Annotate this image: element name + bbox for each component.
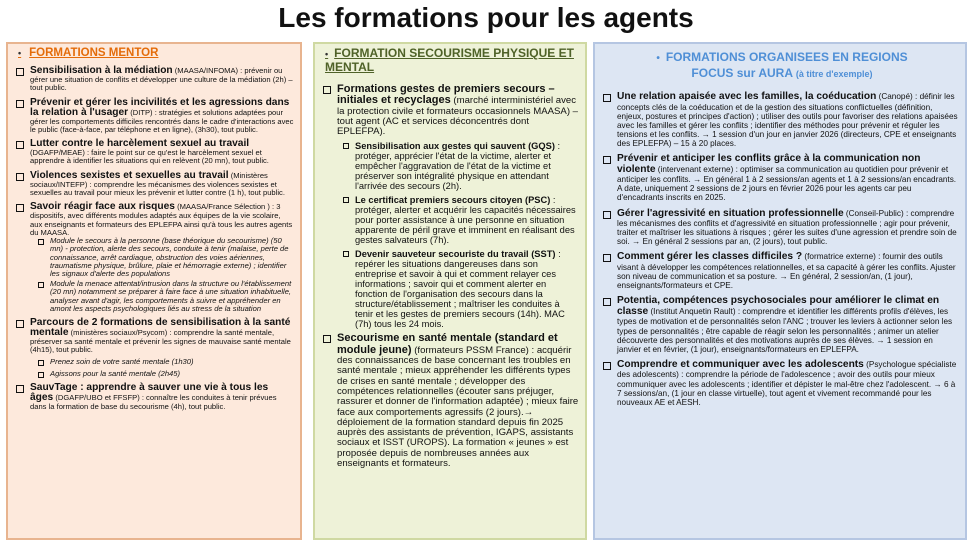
- item-desc: (intervenant externe) : optimiser sa communication au quotidien pour prévenir et anticiper les conflits. → En général 1 à 2 sessions/an agents et 1 à 2 sessions/an encadrants. A date, uniquement 2 sessions de 2 jours en février 2026 pour les agents car peu d'encadrants inscrits en 2025.: [617, 164, 957, 203]
- checkbox-bullet-icon: [16, 68, 24, 76]
- sub-item-text: Agissons pour la santé mentale (2h45): [50, 368, 181, 378]
- item-title: Savoir réagir face aux risques: [30, 201, 175, 213]
- mentor-panel: [6, 42, 302, 540]
- checkbox-bullet-icon: [343, 251, 349, 257]
- list-item: [603, 154, 959, 202]
- item-desc: (Canopé) : définir les concepts clés de la coéducation et de la gestion des situations conflictuelles (définition, enjeux, postures et principes d'action) ; utiliser des outils pour favoriser des relations apaisées avec les familles et gérer les conflits ; identifier des méthodes pour prévenir et réguler les tensions et les conflits. → 1 session d'un jour en janvier 2026 (directeurs, CPE et enseignants des EPLEFPA) – 15 à 20 places.: [617, 92, 958, 148]
- item-desc: (formateurs PSSM France) : acquérir des connaissances de base concernant les troubles en santé mentale ; mieux appréhender les différents types de crises en santé mentale ; développer des compétences relationnelles (écouter sans préjuger, rassurer et donner de l'information adaptée) ; mieux faire face aux comportements agressifs (2 jours).→ déploiement de la formation standard depuis fin 2025 auprès des assistants de prévention, IGAPS, assistants sociaux et ISST (UROPS). La formation « jeunes » est proposée depuis de nombreuses années aux enseignants et formateurs.: [337, 344, 579, 470]
- sub-list-item: [38, 370, 294, 378]
- item-title: Formations gestes de premiers secours – initiales et recyclages: [337, 83, 555, 107]
- checkbox-bullet-icon: [38, 282, 44, 288]
- item-title: Secourisme en santé mentale (standard et module jeune): [337, 332, 558, 356]
- item-title: Potentia, compétences psychosociales pour améliorer le climat en classe: [617, 295, 940, 317]
- item-desc: (marché interministériel avec la protection civile et formateurs occasionnels MAASA) – tout agent (AC et services déconcentrés dont EPLEFPA).: [337, 95, 579, 138]
- regions-header-note: (à titre d'exemple): [795, 69, 873, 79]
- mentor-header: [18, 47, 158, 59]
- mentor-header-label: FORMATIONS MENTOR: [29, 47, 159, 59]
- list-item: [16, 383, 294, 411]
- sub-item-title: Devenir sauveteur secouriste du travail (SST): [355, 249, 556, 260]
- item-desc: (Ministères sociaux/INTEFP) : comprendre les mécanismes des violences sexistes et sexuelles au travail pour mieux les prévenir et lutter contre (1 h), tout public.: [30, 170, 285, 198]
- item-desc: (MAASA/INFOMA) : prévenir ou gérer une situation de conflits et développer une culture de la médiation (2h) – tout public.: [30, 66, 293, 93]
- item-desc: (MAASA/France Sélection ) : 3 dispositifs, avec différents modules adaptés aux équipes de la vie scolaire, aux enseignants et formateurs des EPLEFPA ainsi qu'à tous les autres agents du MAASA.: [30, 202, 293, 237]
- item-title: Parcours de 2 formations de sensibilisation à la santé mentale: [30, 317, 291, 339]
- item-title: Prévenir et anticiper les conflits grâce à la communication non violente: [617, 153, 921, 175]
- list-item: [323, 333, 579, 469]
- checkbox-bullet-icon: [343, 143, 349, 149]
- item-title: SauvTage : apprendre à sauver une vie à tous les âges: [30, 382, 269, 404]
- item-title: Sensibilisation à la médiation: [30, 65, 173, 76]
- list-item: [16, 318, 294, 355]
- sub-list-item: [38, 237, 294, 278]
- list-item: [603, 360, 959, 407]
- item-desc: (DGAFP/UBO et FFSFP) : connaître les conduites à tenir prévues dans la formation de base du secourisme (4h), tout public.: [30, 393, 277, 412]
- list-item: [603, 92, 959, 148]
- item-desc: (ministères sociaux/Psycom) : comprendre la santé mentale, préserver sa santé mentale et prévenir les signes de mauvaise santé mentale (4h15), tout public.: [30, 328, 291, 355]
- checkbox-bullet-icon: [38, 239, 44, 245]
- checkbox-bullet-icon: [16, 100, 24, 108]
- item-desc: (DITP) : stratégies et solutions adaptées pour gérer les comportements difficiles rencontrés dans le cadre d'interactions avec le public (face-à-face, par téléphone et en ligne), (3h30), tout public.: [30, 107, 294, 134]
- item-desc: (Conseil-Public) : comprendre les mécanismes des conflits et d'agressivité en situation professionnelle ; agir pour prévenir, traiter et maîtriser les situations à risques ; gérer les suites d'une agression et prendre soin de soi. → En général 2 sessions par an, (2 jours), tout public.: [617, 208, 957, 247]
- page-title: Les formations pour les agents: [278, 2, 694, 33]
- list-item: [16, 66, 294, 93]
- secourisme-panel: [313, 42, 587, 540]
- checkbox-bullet-icon: [603, 94, 611, 102]
- item-title: Violences sexistes et sexuelles au travail: [30, 169, 229, 181]
- item-title: Comment gérer les classes difficiles ?: [617, 251, 803, 263]
- list-item: [603, 209, 959, 247]
- regions-header: [595, 50, 967, 82]
- checkbox-bullet-icon: [38, 372, 44, 378]
- sub-item-text: Prenez soin de votre santé mentale (1h30): [50, 356, 194, 366]
- sub-item-title: Sensibilisation aux gestes qui sauvent (GQS): [355, 141, 555, 152]
- sub-list-item: [38, 280, 294, 313]
- bullet-icon: •: [656, 53, 660, 64]
- checkbox-bullet-icon: [603, 362, 611, 370]
- list-item: [16, 171, 294, 198]
- list-item: [323, 84, 579, 137]
- item-desc: (formatrice externe) : fournir des outils visant à développer les compétences relationnelles, et sa capacité à gérer les conflits. Ajuster son niveau de communication et sa posture. → En général, 2 session/an, (1 jour), enseignants/formateurs et CPE.: [617, 252, 956, 291]
- sub-list-item: [343, 141, 579, 191]
- bullet-icon: •: [18, 48, 22, 58]
- checkbox-bullet-icon: [16, 141, 24, 149]
- checkbox-bullet-icon: [16, 320, 24, 328]
- checkbox-bullet-icon: [603, 156, 611, 164]
- regions-header-line1: FORMATIONS ORGANISEES EN REGIONS: [665, 50, 908, 64]
- checkbox-bullet-icon: [603, 211, 611, 219]
- bullet-icon: •: [325, 49, 329, 59]
- item-desc: (Institut Anquetin Rault) : comprendre et identifier les différents profils d'élèves, les types de motivation et de personnalités selon l'ANC ; trouver les leviers à actionner selon les types de personnalités ; être capable de réagir selon les personnalités ; animer un atelier découverte des personnalités et des motivations auprès de ses élèves. → 1 session en janvier et en février, (1 jour), enseignants/formateurs en EPLEFPA.: [617, 306, 953, 354]
- checkbox-bullet-icon: [603, 298, 611, 306]
- secourisme-header: [325, 47, 575, 74]
- secourisme-list: [323, 84, 579, 469]
- list-item: [16, 202, 294, 237]
- list-item: [603, 296, 959, 354]
- mentor-list: [16, 66, 294, 411]
- checkbox-bullet-icon: [16, 204, 24, 212]
- item-title: Comprendre et communiquer avec les adolescents: [617, 358, 864, 370]
- checkbox-bullet-icon: [603, 254, 611, 262]
- checkbox-bullet-icon: [38, 360, 44, 366]
- item-desc: (Psychologue spécialiste des adolescents) : comprendre la période de l'adolescence ; avoir des outils pour mieux communiquer avec les adolescents ; identifier et dépister le mal-être chez l'adolescent. → 6 à 7 sessions/an, (1 jour en classe virtuelle), tout agent et vivement recommandé pour les nouveaux AE et AESH.: [617, 359, 957, 407]
- regions-panel: [593, 42, 967, 540]
- item-title: Gérer l'agressivité en situation professionnelle: [617, 207, 844, 219]
- sub-item-text: Module le secours à la personne (base théorique du secourisme) (50 mn) - protection, alerte des secours, conduite à tenir (malaise, perte de connaissance, arrêt cardiaque, obstruction des voies aériennes, traumatisme physique, brûlure, plaie et hémorragie externe) ; identifier les signaux d'alerte des populations: [50, 236, 289, 279]
- checkbox-bullet-icon: [16, 173, 24, 181]
- sub-item-desc: : repérer les situations dangereuses dans son entreprise et savoir à qui et comment relayer ces informations ; savoir qui et comment alerter en fonction de l'organisation des secours dans la structure/établissement ; maîtriser les conduites à tenir et les gestes de premiers secours (14h). MAC (7h) tous les 24 mois.: [355, 249, 565, 330]
- checkbox-bullet-icon: [323, 86, 331, 94]
- sub-list-item: [343, 195, 579, 245]
- list-item: [603, 252, 959, 290]
- item-title: Lutter contre le harcèlement sexuel au travail: [30, 138, 250, 150]
- item-title: Une relation apaisée avec les familles, la coéducation: [617, 91, 877, 102]
- sub-list-item: [343, 249, 579, 329]
- secourisme-header-label: FORMATION SECOURISME PHYSIQUE ET MENTAL: [325, 46, 574, 74]
- sub-item-desc: : protéger, alerter et acquérir les capacités nécessaires pour porter assistance à une personne en situation apparente de péril grave et imminent en réalisant des gestes salvateurs (7h).: [355, 195, 576, 246]
- sub-item-title: Le certificat premiers secours citoyen (PSC): [355, 195, 551, 206]
- sub-item-text: Module la menace attentat/intrusion dans la structure ou l'établissement (20 mn) notamment se préparer à faire face à une situation inhabituelle, analyser avant d'agir, les comportements à suivre et appréhender en amont les aspects psychologiques liés au stress de la situation: [50, 279, 292, 313]
- item-desc: (DGAFP/MEAE) : faire le point sur ce qu'est le harcèlement sexuel et apprendre à identifier les situations qui en relèvent (20 mn), tout public.: [30, 148, 269, 166]
- checkbox-bullet-icon: [323, 335, 331, 343]
- regions-list: [603, 92, 959, 407]
- sub-list-item: [38, 358, 294, 366]
- checkbox-bullet-icon: [343, 197, 349, 203]
- regions-header-line2: FOCUS sur AURA: [691, 66, 793, 80]
- list-item: [16, 98, 294, 135]
- list-item: [16, 139, 294, 166]
- sub-item-desc: : protéger, apprécier l'état de la victime, alerter et empêcher l'aggravation de l'état de la victime et préserver son intégralité physique en attendant l'arrivée des secours (2h).: [355, 141, 561, 192]
- checkbox-bullet-icon: [16, 385, 24, 393]
- item-title: Prévenir et gérer les incivilités et les agressions dans la relation à l'usager: [30, 96, 290, 118]
